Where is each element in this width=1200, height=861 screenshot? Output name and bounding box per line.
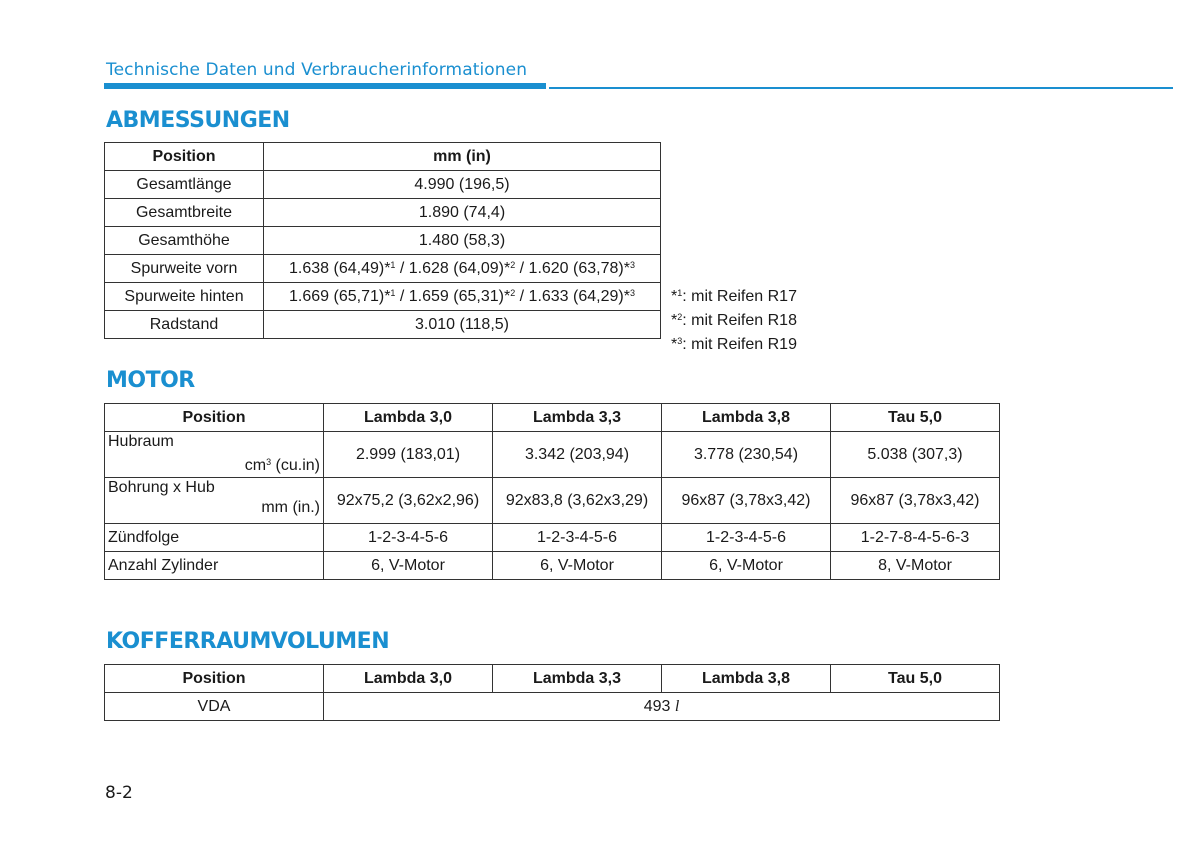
row-value: 1-2-3-4-5-6 <box>662 524 831 552</box>
value-part: / 1.659 (65,31)* <box>395 287 511 305</box>
row-label: Spurweite hinten <box>105 283 264 311</box>
unit-liter: l <box>674 697 680 715</box>
header-rule-thick <box>104 83 546 89</box>
table-row <box>105 227 661 255</box>
section-title-motor: MOTOR <box>106 368 195 393</box>
row-value: 4.990 (196,5) <box>264 171 661 199</box>
row-value: 1-2-3-4-5-6 <box>324 524 493 552</box>
row-label: Gesamthöhe <box>105 227 264 255</box>
row-value: 1.480 (58,3) <box>264 227 661 255</box>
trunk-table <box>104 664 1000 721</box>
row-label: Gesamtlänge <box>105 171 264 199</box>
dimensions-table <box>104 142 661 339</box>
footnote-sup: 2 <box>510 287 516 298</box>
row-label: Gesamtbreite <box>105 199 264 227</box>
row-value: 6, V-Motor <box>662 552 831 580</box>
row-value: 92x75,2 (3,62x2,96) <box>324 478 493 524</box>
column-header: Position <box>105 665 324 693</box>
row-value: 96x87 (3,78x3,42) <box>662 478 831 524</box>
row-value: 3.010 (118,5) <box>264 311 661 339</box>
column-header: Lambda 3,0 <box>324 665 493 693</box>
row-value: 1-2-3-4-5-6 <box>493 524 662 552</box>
table-row <box>105 432 1000 478</box>
table-row <box>105 693 1000 721</box>
column-header: Lambda 3,0 <box>324 404 493 432</box>
column-header: Lambda 3,3 <box>493 665 662 693</box>
header-rule-thin <box>549 87 1173 89</box>
value-part: / 1.628 (64,09)* <box>395 259 511 277</box>
row-label: Bohrung x Hub mm (in.) <box>105 478 324 524</box>
column-header: Lambda 3,3 <box>493 404 662 432</box>
row-value <box>264 255 661 283</box>
row-value: 1-2-7-8-4-5-6-3 <box>831 524 1000 552</box>
column-header: Tau 5,0 <box>831 404 1000 432</box>
row-value: 96x87 (3,78x3,42) <box>831 478 1000 524</box>
header-title: Technische Daten und Verbraucherinformationen <box>106 60 528 80</box>
row-label: VDA <box>105 693 324 721</box>
footnote-sup: 1 <box>390 287 396 298</box>
row-value: 3.342 (203,94) <box>493 432 662 478</box>
footnote-sup: 3 <box>629 259 635 270</box>
row-label: Hubraum $cm^3$ (cu.in) <box>105 432 324 478</box>
table-row <box>105 199 661 227</box>
row-label: Spurweite vorn <box>105 255 264 283</box>
row-value <box>264 283 661 311</box>
column-header: Tau 5,0 <box>831 665 1000 693</box>
column-header: Position <box>105 143 264 171</box>
row-value: 8, V-Motor <box>831 552 1000 580</box>
section-title-dimensions: ABMESSUNGEN <box>106 108 290 133</box>
row-value: 92x83,8 (3,62x3,29) <box>493 478 662 524</box>
column-header: Lambda 3,8 <box>662 404 831 432</box>
row-label: Zündfolge <box>105 524 324 552</box>
column-header: Position <box>105 404 324 432</box>
value-part: 1.669 (65,71)* <box>289 287 391 305</box>
table-row <box>105 283 661 311</box>
footnote: *$^3$: mit Reifen R19 <box>671 336 797 353</box>
row-label: Anzahl Zylinder <box>105 552 324 580</box>
table-row <box>105 552 1000 580</box>
table-row <box>105 478 1000 524</box>
value-part: / 1.633 (64,29)* <box>515 287 630 305</box>
section-title-trunk: KOFFERRAUMVOLUMEN <box>106 629 390 654</box>
page-number: 8-2 <box>105 783 133 803</box>
row-value: 3.778 (230,54) <box>662 432 831 478</box>
column-header: Lambda 3,8 <box>662 665 831 693</box>
footnote-sup: 2 <box>510 259 516 270</box>
row-value: 6, V-Motor <box>324 552 493 580</box>
row-value: 5.038 (307,3) <box>831 432 1000 478</box>
row-value: 1.890 (74,4) <box>264 199 661 227</box>
table-header-row <box>105 143 661 171</box>
row-value: 6, V-Motor <box>493 552 662 580</box>
footnotes <box>671 283 797 355</box>
value-part: 1.638 (64,49)* <box>289 259 391 277</box>
footnote: *$^2$: mit Reifen R18 <box>671 312 797 329</box>
column-header: mm (in) <box>264 143 661 171</box>
footnote: *$^1$: mit Reifen R17 <box>671 288 797 305</box>
table-row <box>105 171 661 199</box>
motor-table <box>104 403 1000 580</box>
row-label: Radstand <box>105 311 264 339</box>
value-part: / 1.620 (63,78)* <box>515 259 630 277</box>
table-row <box>105 524 1000 552</box>
table-header-row <box>105 665 1000 693</box>
row-value: 493 l <box>324 693 1000 721</box>
row-value: 2.999 (183,01) <box>324 432 493 478</box>
table-row <box>105 255 661 283</box>
table-header-row <box>105 404 1000 432</box>
footnote-sup: 1 <box>390 259 396 270</box>
footnote-sup: 3 <box>629 287 635 298</box>
table-row <box>105 311 661 339</box>
